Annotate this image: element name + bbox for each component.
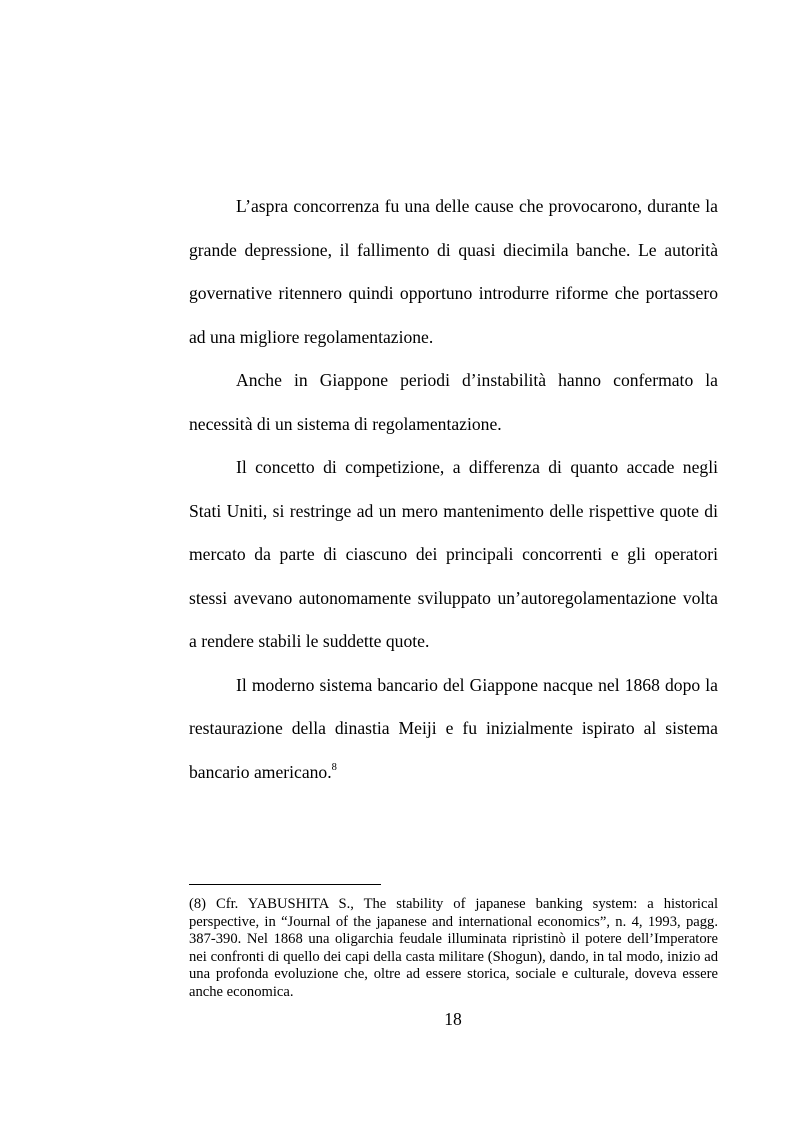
paragraph-4-text: Il moderno sistema bancario del Giappone nacque nel 1868 dopo la restaurazione della dinastia Meiji e fu inizialmente ispirato al sistema bancario americano. (189, 674, 718, 782)
body-text (189, 185, 718, 794)
paragraph-4 (189, 664, 718, 795)
footnote-8: (8) Cfr. YABUSHITA S., The stability of japanese banking system: a historical perspective, in “Journal of the japanese and international economics”, n. 4, 1993, pagg. 387-390. Nel 1868 una oligarchia feudale illuminata ripristinò il potere dell’Imperatore nei confronti di quello dei capi della casta militare (Shogun), dando, in tal modo, inizio ad una profonda evoluzione che, oltre ad essere storica, sociale e culturale, doveva essere anche economica. (189, 896, 718, 1000)
page-number: 18 (444, 1009, 462, 1029)
footnote-divider (189, 884, 381, 885)
paragraph-2: Anche in Giappone periodi d’instabilità hanno confermato la necessità di un sistema di regolamentazione. (189, 370, 718, 434)
paragraph-3: Il concetto di competizione, a differenza di quanto accade negli Stati Uniti, si restringe ad un mero mantenimento delle rispettive quote di mercato da parte di ciascuno dei principali concorrenti e gli operatori stessi avevano autonomamente sviluppato un’autoregolamentazione volta a rendere stabili le suddette quote. (189, 457, 718, 651)
footnote-reference: 8 (331, 761, 337, 773)
paragraph-1: L’aspra concorrenza fu una delle cause che provocarono, durante la grande depressione, il fallimento di quasi diecimila banche. Le autorità governative ritennero quindi opportuno introdurre riforme che portassero ad una migliore regolamentazione. (189, 196, 718, 347)
